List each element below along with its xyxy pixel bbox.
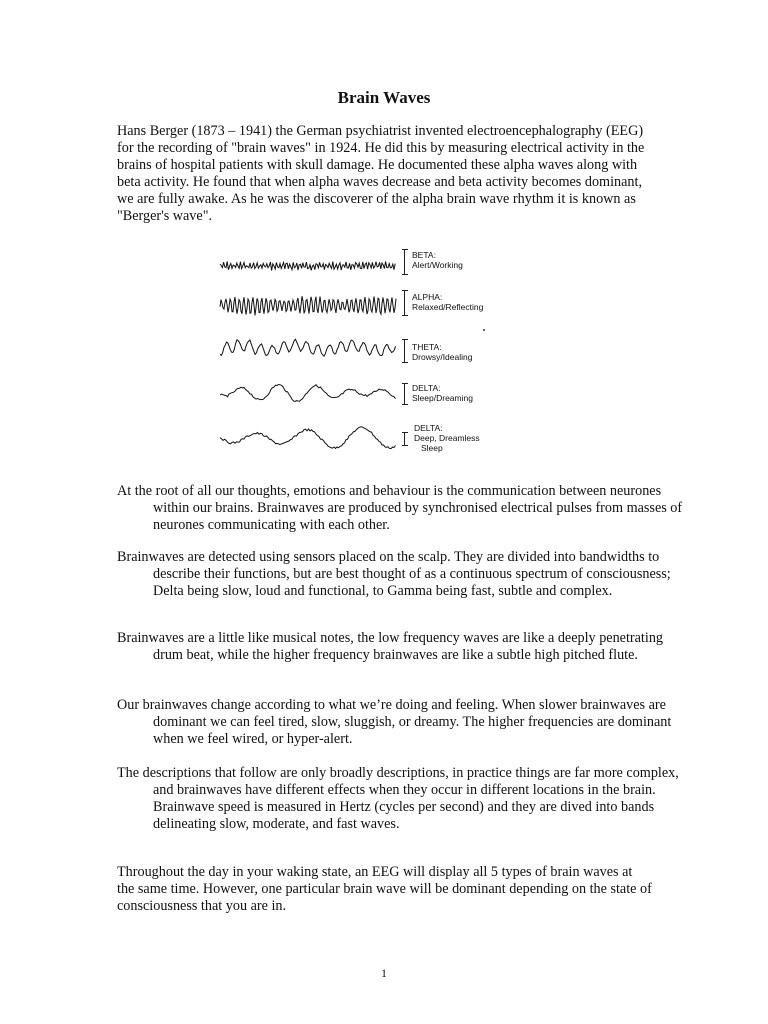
beta-bracket	[402, 249, 408, 275]
paragraph-2: Brainwaves are detected using sensors placed on the scalp. They are divided into bandwidths to describe their functions, but are best thought of as a continuous spectrum of consciousness; Delta being slow, loud and functional, to Gamma being fast, subtle and complex.	[117, 549, 671, 599]
beta-label	[412, 250, 463, 270]
paragraph-3: Brainwaves are a little like musical notes, the low frequency waves are like a deeply penetrating drum beat, while the higher frequency brainwaves are like a subtle high pitched flute.	[117, 630, 664, 663]
deep-delta-label	[414, 423, 480, 453]
alpha-bracket	[402, 290, 408, 316]
delta-name: DELTA:	[412, 383, 441, 393]
theta-bracket	[402, 339, 408, 363]
deep-delta-waveform	[218, 423, 398, 453]
delta-label	[412, 383, 473, 403]
alpha-label	[412, 292, 483, 312]
brain-wave-figure	[218, 245, 518, 465]
delta-state: Sleep/Dreaming	[412, 393, 473, 403]
paragraph-1: At the root of all our thoughts, emotions and behaviour is the communication between neurones within our brains. Brainwaves are produced by synchronised electrical pulses from masses of neurones communicating with each other.	[117, 483, 683, 533]
page-title: Brain Waves	[337, 88, 431, 107]
beta-state: Alert/Working	[412, 260, 463, 270]
paragraph-6: Throughout the day in your waking state, an EEG will display all 5 types of brain waves at the same time. However, one particular brain wave will be dominant depending on the state of consciousness that you are in.	[117, 864, 652, 914]
deep-delta-bracket	[402, 432, 408, 446]
paragraph-5: The descriptions that follow are only broadly descriptions, in practice things are far more complex, and brainwaves have different effects when they occur in different locations in the brain. Brainwave speed is measured in Hertz (cycles per second) and they are dived into bands delineating slow, moderate, and fast waves.	[117, 765, 679, 832]
alpha-waveform	[218, 288, 398, 318]
delta-waveform	[218, 378, 398, 408]
stray-dot	[483, 329, 485, 331]
theta-state: Drowsy/Idealing	[412, 352, 473, 362]
paragraph-4: Our brainwaves change according to what we’re doing and feeling. When slower brainwaves are dominant we can feel tired, slow, sluggish, or dreamy. The higher frequencies are dominant when we feel wired, or hyper-alert.	[117, 697, 672, 747]
intro-paragraph: Hans Berger (1873 – 1941) the German psychiatrist invented electroencephalography (EEG) for the recording of "brain waves" in 1924. He did this by measuring electrical activity in the brains of hospital patients with skull damage. He documented these alpha waves along with beta activity. He found that when alpha waves decrease and beta activity becomes dominant, we are fully awake. As he was the discoverer of the alpha brain wave rhythm it is known as "Berger's wave".	[117, 123, 645, 224]
deep-delta-state: Deep, Dreamless	[414, 433, 480, 443]
alpha-state: Relaxed/Reflecting	[412, 302, 484, 312]
theta-waveform	[218, 333, 398, 363]
theta-label	[412, 342, 472, 362]
beta-waveform	[218, 251, 398, 281]
deep-delta-name: DELTA:	[414, 423, 443, 433]
alpha-name: ALPHA:	[412, 292, 443, 302]
beta-name: BETA:	[412, 250, 436, 260]
page-number: 1	[381, 966, 387, 980]
theta-name: THETA:	[412, 342, 442, 352]
delta-bracket	[402, 383, 408, 405]
deep-delta-state-line2: Sleep	[421, 443, 443, 453]
